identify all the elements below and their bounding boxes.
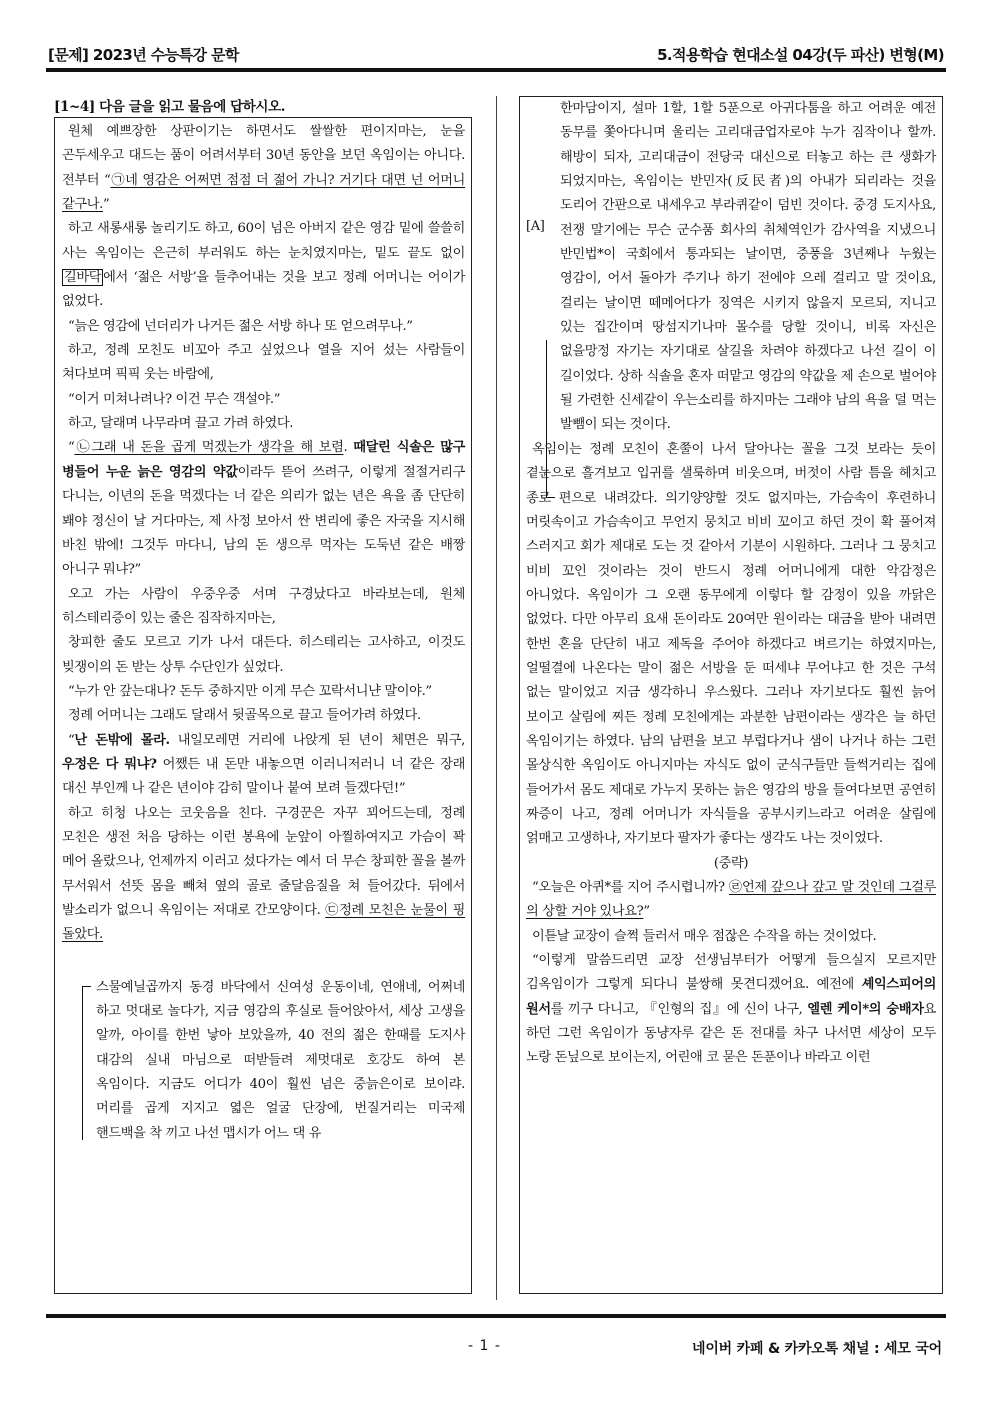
paragraph: 하고, 정례 모친도 비꼬아 주고 싶었으나 열을 지어 섰는 사람들이 쳐다보며 픽픽 웃는 바람에,: [62, 343, 465, 383]
paragraph: 이튿날 교장이 슬쩍 들러서 매우 점잖은 수작을 하는 것이었다.: [532, 928, 877, 944]
paragraph: 정례 어머니는 그래도 달래서 뒷골목으로 끌고 들어가려 하였다.: [68, 708, 421, 724]
footer-brand: 네이버 카페 & 카카오톡 채널 : 세모 국어: [692, 1341, 942, 1357]
paragraph: “난 돈밖에 몰라. 내일모레면 거리에 나앉게 된 년이 체면은 뭐구, 우정은 다 뭐냐? 어쨌든 내 돈만 내놓으면 이러니저러니 너 같은 장래 대신 부인께 나 같은 년이야 감히 말이나 붙여 보려 들겠다던!”: [62, 732, 465, 797]
page-number: - 1 -: [468, 1338, 501, 1354]
paragraph: “이렇게 말씀드리면 교장 선생님부터가 어떻게 들으실지 모르지만 김옥임이가 그렇게 되다니 불쌍해 못견디겠어요. 예전에 셰익스피어의 원서를 끼구 다니고, 『인형의 집』에 신이 나구, 엘렌 케이*의 숭배자요 하던 그런 옥임이가 동냥자루 같은 돈 전대를 차구 나서면 세상이 모두 노랑 돈닢으로 보이는지, 어린애 코 묻은 돈푼이나 바라고 이런: [526, 953, 936, 1066]
bold-phrase: 엘렌 케이*의 숭배자: [807, 1001, 924, 1017]
paragraph: “㉡그래 내 돈을 곱게 먹겠는가 생각을 해 보렴. 때달린 식솔은 많구 병들어 누운 늙은 영감의 약값이라두 뜯어 쓰려구, 이렇게 절절거리구 다니는, 이년의 돈을 먹겠다는 너 같은 의리가 없는 년은 욕을 좀 단단히 봬야 정신이 날 거다마는, 제 사정 보아서 싼 변리에 좋은 자국을 지시해 바친 밖에! 그것두 마다니, 남의 돈 생으루 먹자는 도둑년 같은 배짱 아니구 뭐냐?”: [62, 440, 466, 578]
section-a-start: [62, 976, 465, 1146]
passage-left-box: [54, 117, 472, 1294]
paragraph: 한마담이지, 설마 1할, 1할 5푼으로 아귀다툼을 하고 어려운 예전 동무를 쫓아다니며 울리는 고리대금업자로야 누가 짐작이나 할까. 해방이 되자, 고리대금이 전당국 대신으로 터놓고 하는 큰 생화가 되었지마는, 옥임이는 반민자(反民者)의 아내가 되리라는 것을 도리어 간판으로 내세우고 부라퀴같이 덤빈 것이다. 중경 도지사요, 전쟁 말기에는 무슨 군수품 회사의 취체역인가 감사역을 지냈으니 반민법*이 국회에서 통과되는 날이면, 중풍을 3년째나 누웠는 영감이, 어서 돌아가 주기나 하기 전에야 으레 걸리고 말 것이요, 걸리는 날이면 떼메어다가 징역은 시키지 않을지 모르되, 지니고 있는 집간이며 땅섬지기나마 몰수를 당할 것이니, 비록 자신은 없을망정 자기는 자기대로 살길을 차려야 하겠다고 나선 길이 이 길이었다. 상하 식솔을 혼자 떠맡고 영감의 약값을 제 손으로 벌어야 될 가련한 신세같이 우는소리를 하지마는 그래야 남의 욕을 덜 먹는 발뺌이 되는 것이다.: [560, 101, 936, 433]
paragraph: “누가 안 갚는대나? 돈두 중하지만 이게 무슨 꼬락서니냔 말이야.”: [68, 683, 432, 699]
paragraph: 하고 새롱새롱 놀리기도 하고, 60이 넘은 아버지 같은 영감 밑에 쓸쓸히 사는 옥임이는 은근히 부러워도 하는 눈치였지마는, 밑도 끝도 없이 길바닥 에서 ‘젊은 서방’을 들추어내는 것을 보고 정례 어머니는 어이가 없었다.: [62, 221, 465, 310]
paragraph: “늙은 영감에 넌더리가 나거든 젊은 서방 하나 또 얻으려무나.”: [68, 318, 413, 334]
column-divider: [496, 96, 497, 1300]
bold-phrase: 셰익스피어의 원서: [526, 977, 936, 1017]
passage-right-box: [519, 96, 943, 1294]
annotation-c: ㉢정례 모친은 눈물이 핑 돌았다.: [62, 903, 465, 943]
question-title: [1~4] 다음 글을 읽고 물음에 답하시오.: [54, 99, 286, 115]
boxed-word: 길바닥: [64, 270, 102, 286]
paragraph: “이거 미쳐나려나? 이건 무슨 객설야.”: [68, 391, 281, 407]
paragraph: 옥임이는 정례 모친이 혼쭐이 나서 달아나는 꼴을 그것 보라는 듯이 곁눈으로 흘겨보고 입귀를 샐룩하며 비웃으며, 버젓이 사람 틈을 헤치고 종로 편으로 내려갔다. 의기양양할 것도 없지마는, 가슴속이 후련하니 머릿속이고 가슴속이고 무언지 뭉치고 비비 꼬이고 하던 것이 확 풀어져 스러지고 회가 제대로 도는 것 같아서 기분이 시원하다. 그러나 그 뭉치고 비비 꼬인 것이라는 것이 반드시 정례 어머니에게 대한 악감정은 아니었다. 옥임이가 그 오랜 동무에게 이렇다 할 감정이 있을 까닭은 없었다. 다만 아무리 요새 돈이라도 20여만 원이라는 대금을 받아 내려면 한번 혼을 단단히 내고 제독을 주어야 하겠다고 벼르기는 하였지마는, 얼떨결에 나온다는 말이 젊은 서방을 둔 떠세냐 무어냐고 한 것은 구석 없는 말이었고 지금 생각하니 우스웠다. 그러나 자기보다도 훨씬 늙어 보이고 살림에 찌든 정례 모친에게는 과분한 남편이라는 생각은 늘 하던 옥임이기는 하였다. 남의 남편을 보고 부럽다거나 샘이 나거나 하는 그런 몰상식한 옥임이도 아니지마는 자식도 없이 군식구들만 들썩거리는 집에 들어가서 몸도 제대로 가누지 못하는 늙은 영감의 방을 들여다보면 공연히 짜증이 나고, 정례 어머니가 자식들을 공부시키느라고 어려운 살림에 얽매고 고생하나, 자기보다 팔자가 좋다는 생각도 나는 것이었다.: [526, 441, 936, 847]
section-a-bracket: [82, 986, 91, 1140]
annotation-b: ㉡그래 내 돈을 곱게 먹겠는가 생각을 해 보렴: [74, 440, 344, 456]
paragraph: 하고 히청 나오는 코웃음을 친다. 구경꾼은 자꾸 꾀어드는데, 정례 모친은 생전 처음 당하는 이런 봉욕에 눈앞이 아찔하여지고 가슴이 꽉 메어 올랐으나, 언제까지 이러고 섰다가는 예서 더 무슨 창피한 꼴을 볼까 무서워서 선뜻 몸을 빼쳐 옆의 골로 줄달음질을 쳐 들어갔다. 뒤에서 발소리가 없으니 옥임이는 저대로 간모양이다. ㉢정례 모친은 눈물이 핑 돌았다.: [62, 805, 465, 943]
paragraph: 창피한 줄도 모르고 기가 나서 대든다. 히스테리는 고사하고, 이것도 빚쟁이의 돈 받는 상투 수단인가 싶었다.: [62, 635, 465, 675]
footer-rule: [46, 1314, 946, 1318]
bold-phrase: 때달린 식솔은 많구 병들어 누운 늙은 영감의 약값: [62, 440, 465, 480]
omission-mark: (중략): [713, 855, 749, 871]
annotation-a: ㉠네 영감은 어쩌면 점점 더 젊어 가니? 거기다 대면 넌 어머니 같구나.: [62, 172, 465, 213]
bold-phrase: 난 돈밖에 몰라.: [74, 732, 170, 748]
header-rule: [46, 68, 946, 72]
paragraph: “오늘은 아퀴*를 지어 주시렵니까? ㉣언제 갚으나 갚고 말 것인데 그걸루 의 상할 거야 있나요?”: [526, 880, 936, 920]
section-a-bracket-end: [546, 340, 555, 498]
bold-phrase: 우정은 다 뭐냐?: [62, 756, 157, 772]
paragraph: 원체 예쁘장한 상판이기는 하면서도 쌀쌀한 편이지마는, 눈을 곤두세우고 대드는 품이 어려서부터 30년 동안을 보던 옥임이는 아니다. 전부터 “㉠네 영감은 어쩌면 점점 더 젊어 가니? 거기다 대면 넌 어머니 같구나.”: [62, 124, 465, 213]
header-left-title: [문제] 2023년 수능특강 문학: [48, 46, 239, 64]
paragraph: 스물예닐곱까지 동경 바닥에서 신여성 운동이네, 연애네, 어쩌네 하고 멋대로 놀다가, 지금 영감의 후실로 들어앉아서, 세상 고생을 알까, 아이를 한번 낳아 보았을까, 40 전의 젊은 한때를 도지사 대감의 실내 마님으로 떠받들려 제멋대로 호강도 하여 본 옥임이다. 지금도 어디가 40이 훨씬 넘은 중늙은이로 보이랴. 머리를 곱게 지지고 엷은 얼굴 단장에, 번질거리는 미국제 핸드백을 착 끼고 나선 맵시가 어느 댁 유: [96, 979, 465, 1141]
section-a-continued: [526, 97, 936, 438]
paragraph: 하고, 달래며 나무라며 끌고 가려 하였다.: [68, 416, 294, 432]
paragraph: 오고 가는 사람이 우중우중 서며 구경났다고 바라보는데, 원체 히스테리증이 있는 줄은 짐작하지마는,: [62, 586, 465, 626]
section-a-marker: [A]: [526, 219, 545, 234]
header-right-title: 5.적용학습 현대소설 04강(두 파산) 변형(M): [657, 46, 944, 64]
annotation-d: ㉣언제 갚으나 갚고 말 것인데 그걸루 의 상할 거야 있나요?: [526, 880, 936, 920]
